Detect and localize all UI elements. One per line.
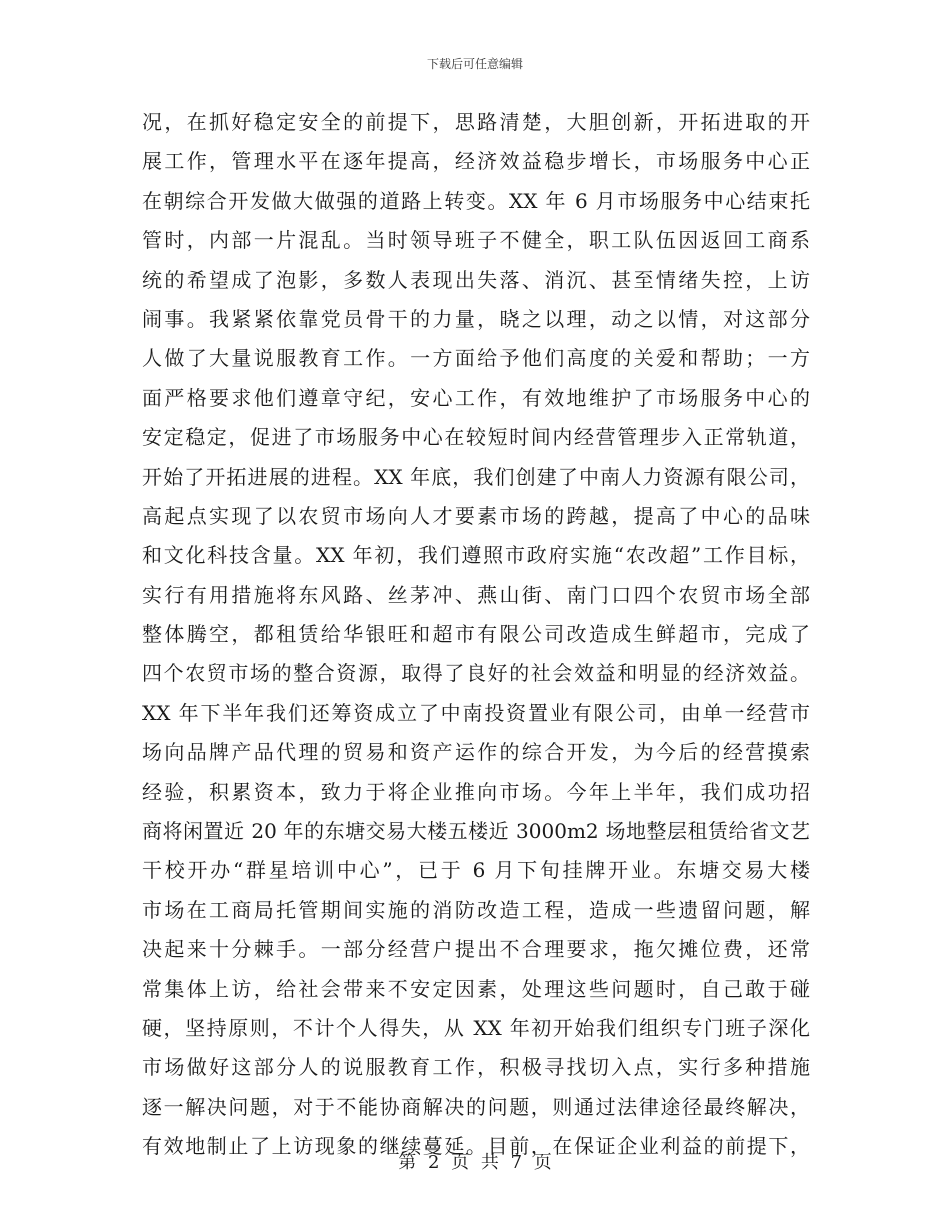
text-line: 统的希望成了泡影，多数人表现出失落、消沉、甚至情绪失控，上访 xyxy=(142,267,810,292)
text-line: 逐一解决问题，对于不能协商解决的问题，则通过法律途径最终解决， xyxy=(142,1094,810,1119)
text-line: 实行有用措施将东风路、丝茅冲、燕山街、南门口四个农贸市场全部 xyxy=(142,582,810,607)
text-line: 有效地制止了上访现象的继续蔓延。目前，在保证企业利益的前提下， xyxy=(142,1134,810,1159)
text-line: 高起点实现了以农贸市场向人才要素市场的跨越，提高了中心的品味 xyxy=(142,503,810,528)
text-line: 闹事。我紧紧依靠党员骨干的力量，晓之以理，动之以情，对这部分 xyxy=(142,306,810,331)
text-line: 整体腾空，都租赁给华银旺和超市有限公司改造成生鲜超市，完成了 xyxy=(142,622,810,647)
text-line: 开始了开拓进展的进程。XX 年底，我们创建了中南人力资源有限公司， xyxy=(142,464,810,489)
text-line: 决起来十分棘手。一部分经营户提出不合理要求，拖欠摊位费，还常 xyxy=(142,937,810,962)
text-line: 展工作，管理水平在逐年提高，经济效益稳步增长，市场服务中心正 xyxy=(142,149,810,174)
text-line: 四个农贸市场的整合资源，取得了良好的社会效益和明显的经济效益。 xyxy=(142,661,810,686)
text-line: 和文化科技含量。XX 年初，我们遵照市政府实施“农改超”工作目标， xyxy=(142,543,810,568)
text-line: 市场在工商局托管期间实施的消防改造工程，造成一些遗留问题，解 xyxy=(142,897,810,922)
text-line: 安定稳定，促进了市场服务中心在较短时间内经营管理步入正常轨道， xyxy=(142,425,810,450)
text-line: 市场做好这部分人的说服教育工作，积极寻找切入点，实行多种措施 xyxy=(142,1055,810,1080)
text-line: 管时，内部一片混乱。当时领导班子不健全，职工队伍因返回工商系 xyxy=(142,228,810,253)
text-line: 硬，坚持原则，不计个人得失，从 XX 年初开始我们组织专门班子深化 xyxy=(142,1015,810,1040)
text-line: 在朝综合开发做大做强的道路上转变。XX 年 6 月市场服务中心结束托 xyxy=(142,188,810,213)
text-line: XX 年下半年我们还筹资成立了中南投资置业有限公司，由单一经营市 xyxy=(142,700,810,725)
text-line: 经验，积累资本，致力于将企业推向市场。今年上半年，我们成功招 xyxy=(142,779,810,804)
text-line: 常集体上访，给社会带来不安定因素，处理这些问题时，自己敢于碰 xyxy=(142,976,810,1001)
text-line: 况，在抓好稳定安全的前提下，思路清楚，大胆创新，开拓进取的开 xyxy=(142,110,810,134)
text-line: 干校开办“群星培训中心”，已于 6 月下旬挂牌开业。东塘交易大楼 xyxy=(142,858,810,883)
text-line: 场向品牌产品代理的贸易和资产运作的综合开发，为今后的经营摸索 xyxy=(142,740,810,765)
text-line: 人做了大量说服教育工作。一方面给予他们高度的关爱和帮助；一方 xyxy=(142,346,810,371)
document-body xyxy=(142,103,810,1167)
page-header-note: 下载后可任意编辑 xyxy=(426,57,523,71)
text-line: 面严格要求他们遵章守纪，安心工作，有效地维护了市场服务中心的 xyxy=(142,385,810,410)
text-line: 商将闲置近 20 年的东塘交易大楼五楼近 3000m2 场地整层租赁给省文艺 xyxy=(142,819,810,844)
page-number-footer: 第 2 页 共 7 页 xyxy=(398,1152,552,1173)
